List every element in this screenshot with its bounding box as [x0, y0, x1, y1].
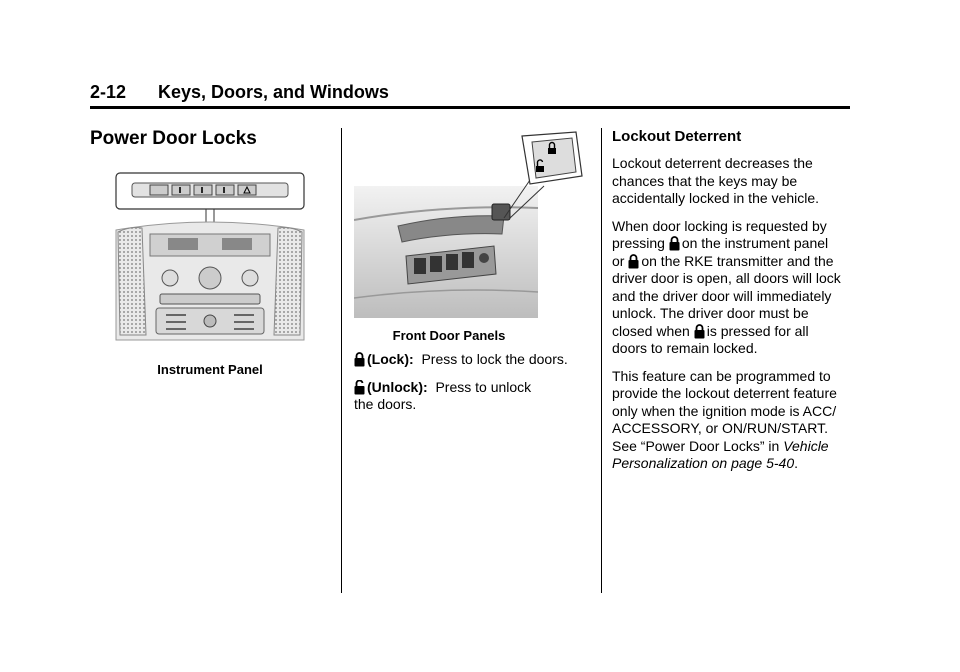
lock-icon: [628, 254, 639, 269]
column-divider: [601, 128, 602, 593]
figure-caption: Front Door Panels: [392, 328, 506, 343]
text-run: This feature can be programmed to provide the lockout deterrent feature only when the ignition mode is ACC/ ACCESSORY, or ON/RUN/START. See “Power Door Locks” in: [612, 367, 837, 454]
lock-icon: [694, 324, 705, 339]
section-title: Power Door Locks: [90, 128, 257, 149]
instrument-panel-illustration: [110, 170, 310, 350]
unlock-description: Press to unlock: [435, 378, 532, 395]
page-header: [90, 80, 850, 109]
subsection-title: Lockout Deterrent: [612, 128, 742, 145]
text-run: on the instrument panel or: [612, 235, 829, 269]
paragraph: [612, 218, 844, 358]
chapter-title: Keys, Doors, and Windows: [158, 82, 389, 102]
paragraph: [612, 368, 844, 473]
lock-description: Press to lock the doors.: [421, 351, 568, 367]
lock-icon: [354, 352, 365, 367]
text-run: .: [794, 455, 799, 471]
unlock-label: (Unlock):: [367, 378, 428, 395]
instrument-panel-figure: [90, 170, 330, 377]
front-door-illustration: [354, 128, 584, 318]
cross-reference: Vehicle Personalization on page 5-40: [612, 437, 829, 471]
column-left: [90, 128, 330, 377]
paragraph: Lockout deterrent decreases the chances that the keys may be accidentally locked in the vehicle.: [612, 155, 820, 206]
column-right: [612, 128, 852, 483]
unlock-description-cont: the doors.: [354, 396, 417, 412]
column-divider: [341, 128, 342, 593]
column-middle: [354, 128, 594, 424]
unlock-icon: [354, 380, 365, 395]
unlock-item: [354, 379, 594, 414]
page-number: 2-12: [90, 82, 127, 102]
lock-item: [354, 351, 594, 369]
lock-label: (Lock):: [367, 351, 414, 367]
figure-caption: Instrument Panel: [157, 362, 263, 377]
lock-icon: [669, 236, 680, 251]
text-run: When door locking is requested by pressing: [612, 217, 827, 251]
text-run: on the RKE transmitter and the driver door is open, all doors will lock and the driver door will immediately unlock. The driver door must be closed when: [612, 252, 841, 339]
text-run: is pressed for all doors to remain locked.: [612, 322, 809, 356]
